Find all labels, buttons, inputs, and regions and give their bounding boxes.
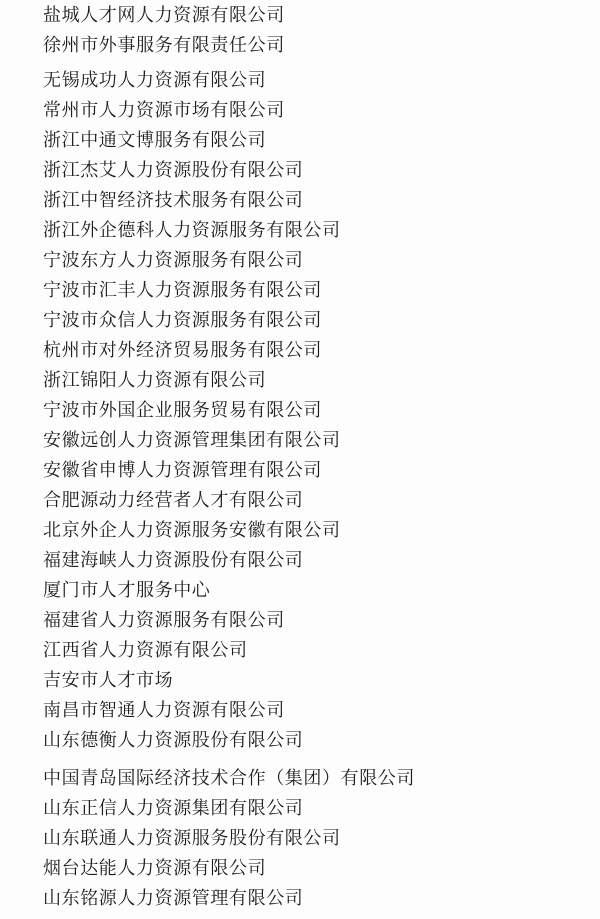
company-list-item: 福建海峡人力资源股份有限公司 — [43, 550, 304, 570]
company-list-item: 山东正信人力资源集团有限公司 — [43, 798, 304, 818]
company-list-item: 吉安市人才市场 — [43, 670, 174, 690]
company-list-item: 厦门市人才服务中心 — [43, 580, 211, 600]
company-list-item: 浙江中智经济技术服务有限公司 — [43, 190, 304, 210]
company-list-item: 徐州市外事服务有限责任公司 — [43, 35, 285, 55]
company-list-item: 安徽省申博人力资源管理有限公司 — [43, 460, 322, 480]
company-list-item: 山东联通人力资源服务股份有限公司 — [43, 828, 341, 848]
company-list-item: 中国青岛国际经济技术合作（集团）有限公司 — [43, 768, 415, 788]
company-list-item: 山东铭源人力资源管理有限公司 — [43, 888, 304, 908]
company-list-item: 杭州市对外经济贸易服务有限公司 — [43, 340, 322, 360]
company-list-item: 浙江外企德科人力资源服务有限公司 — [43, 220, 341, 240]
company-list-item: 合肥源动力经营者人才有限公司 — [43, 490, 304, 510]
company-list-item: 无锡成功人力资源有限公司 — [43, 70, 267, 90]
company-list-item: 北京外企人力资源服务安徽有限公司 — [43, 520, 341, 540]
company-list-item: 安徽远创人力资源管理集团有限公司 — [43, 430, 341, 450]
company-list-item: 宁波东方人力资源服务有限公司 — [43, 250, 304, 270]
company-list-item: 常州市人力资源市场有限公司 — [43, 100, 285, 120]
company-list-item: 江西省人力资源有限公司 — [43, 640, 248, 660]
company-list-item: 宁波市外国企业服务贸易有限公司 — [43, 400, 322, 420]
company-list-item: 南昌市智通人力资源有限公司 — [43, 700, 285, 720]
company-list-item: 宁波市众信人力资源服务有限公司 — [43, 310, 322, 330]
company-list-item: 浙江锦阳人力资源有限公司 — [43, 370, 267, 390]
company-list-item: 福建省人力资源服务有限公司 — [43, 610, 285, 630]
company-list-item: 浙江杰艾人力资源股份有限公司 — [43, 160, 304, 180]
company-list-item: 浙江中通文博服务有限公司 — [43, 130, 267, 150]
company-list-item: 盐城人才网人力资源有限公司 — [43, 5, 285, 25]
company-list-item: 烟台达能人力资源有限公司 — [43, 858, 267, 878]
company-list-item: 山东德衡人力资源股份有限公司 — [43, 730, 304, 750]
company-list-item: 宁波市汇丰人力资源服务有限公司 — [43, 280, 322, 300]
